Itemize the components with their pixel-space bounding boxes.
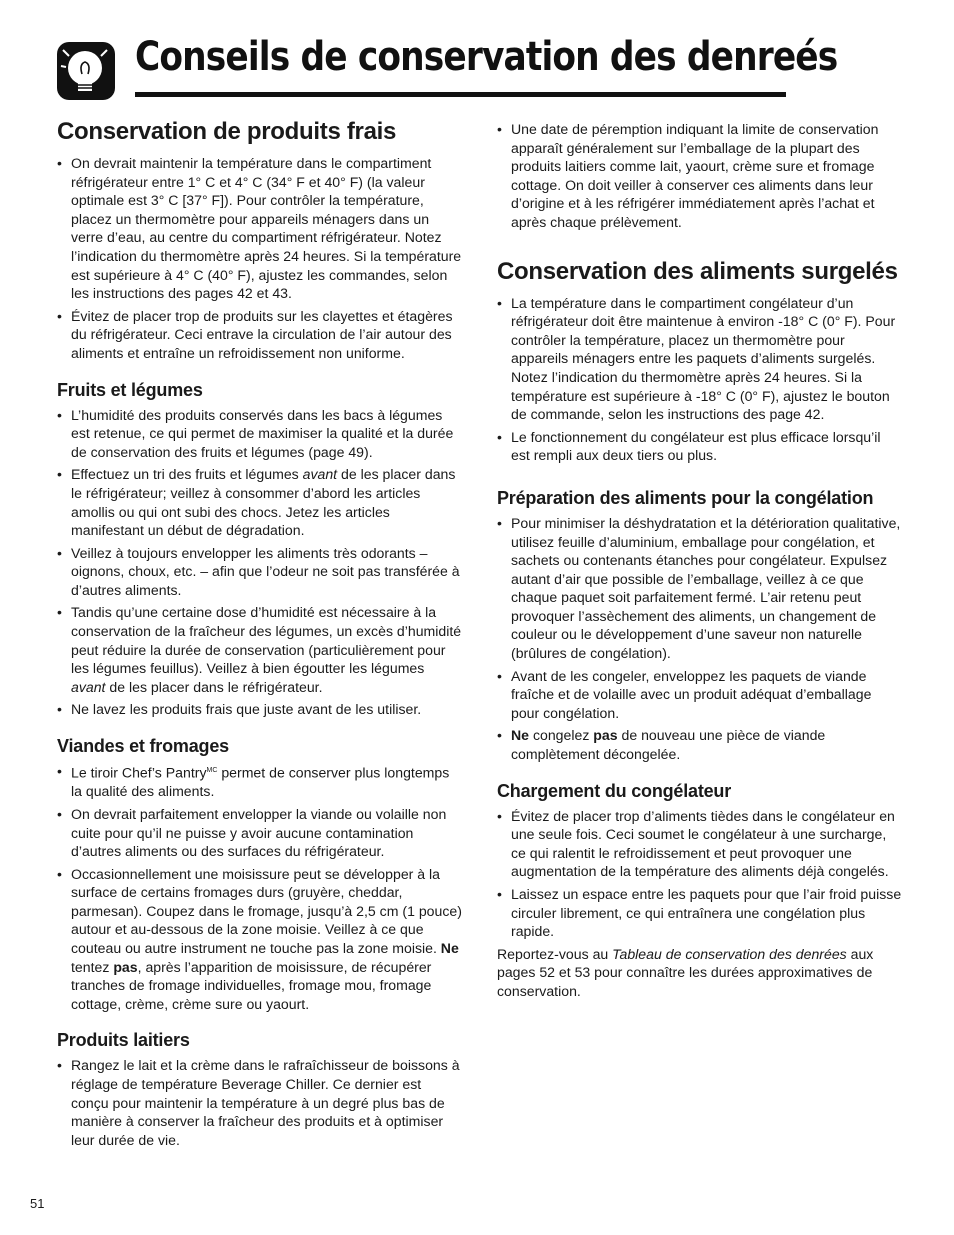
fruits-heading: Fruits et légumes <box>57 379 203 400</box>
list-item: • Avant de les congeler, enveloppez les paquets de viande fraîche et de volaille avec un produit adéquat d’emballage pour congélation. <box>497 667 902 723</box>
left-column <box>57 118 462 1153</box>
list-item: • Le tiroir Chef’s Pantry$^{MC}$ permet de conserver plus longtemps la qualité des aliments. <box>57 762 462 801</box>
list-item: • On devrait parfaitement envelopper la viande ou volaille non cuite pour qu’il ne puisse y avoir aucune contamination d’autres aliments ou des surfaces du réfrigérateur. <box>57 805 462 861</box>
lightbulb-icon <box>55 40 117 102</box>
list-item: • Ne lavez les produits frais que juste avant de les utiliser. <box>57 700 462 719</box>
list-item: • On devrait maintenir la température dans le compartiment réfrigérateur entre 1° C et 4° C (34° F et 40° F) (la valeur optimale est 3° C [37° F]). Pour contrôler la température, placez un thermomètre pour appareils ménagers dans un verre d’eau, au centre du compartiment réfrigérateur. Notez l’indication du thermomètre après 24 heures. Si la température est supérieure à 4° C (40° F), ajustez les commandes, selon les instructions des pages 42 et 43. <box>57 154 462 303</box>
list-item: • L’humidité des produits conservés dans les bacs à légumes est retenue, ce qui permet de maximiser la qualité et la durée de conservation des fruits et légumes (page 49). <box>57 406 462 462</box>
list-item: • Une date de péremption indiquant la limite de conservation apparaît généralement sur l’emballage de la plupart des produits laitiers comme lait, yaourt, crème sure et fromage cottage. On doit veiller à conserver ces aliments dans leur d’origine et à les réfrigérer immédiatement après l’achat et après chaque prélèvement. <box>497 120 902 232</box>
list-item: • La température dans le compartiment congélateur d’un réfrigérateur doit être maintenue à environ -18° C (0° F). Pour contrôler la température, placez un thermomètre pour appareils ménagers entre les paquets d’aliments surgelés. Notez l’indication du thermomètre après 24 heures. Si la température est supérieure à -18° C (0° F), ajustez le bouton de commande, selon les instructions des page 42. <box>497 294 902 424</box>
title-rule <box>135 92 786 97</box>
fresh-list <box>57 154 462 363</box>
list-item: • Veillez à toujours envelopper les aliments très odorants – oignons, choux, etc. – afin que l’odeur ne soit pas transférée à d’autres aliments. <box>57 544 462 600</box>
list-item: • Ne congelez pas de nouveau une pièce de viande complètement décongelée. <box>497 726 902 763</box>
list-item: • Rangez le lait et la crème dans le rafraîchisseur de boissons à réglage de température Beverage Chiller. Ce dernier est conçu pour maintenir la température à un degré plus bas de manière à conserver la fraîcheur des produits et à optimiser leur durée de vie. <box>57 1056 462 1149</box>
list-item: • Évitez de placer trop d’aliments tièdes dans le congélateur en une seule fois. Ceci soumet le congélateur à une surcharge, ce qui ralentit le refroidissement et peut provoquer une augmentation de la température des aliments déjà congelés. <box>497 807 902 881</box>
right-column <box>497 120 902 1001</box>
prep-heading: Préparation des aliments pour la congélation <box>497 487 874 508</box>
dairy-heading: Produits laitiers <box>57 1030 190 1051</box>
page-number: 51 <box>30 1196 45 1211</box>
load-heading: Chargement du congélateur <box>497 780 732 801</box>
prep-list <box>497 514 902 764</box>
dairy-cont-list <box>497 120 902 232</box>
frozen-heading: Conservation des aliments surgelés <box>497 257 898 285</box>
list-item: • Occasionnellement une moisissure peut se développer à la surface de certains fromages durs (gruyère, cheddar, parmesan). Coupez dans le fromage, jusqu’à 2,5 cm (1 pouce) autour et au-dessous de la zone moisie. Veillez à ce que couteau ou autre instrument ne touche pas la zone moisie. Ne tentez pas, après l’apparition de moisissure, de récupérer tranches de fromage individuelles, fromage mou, fromage cottage, crème, crème sure ou yaourt. <box>57 865 462 1014</box>
fruits-list <box>57 406 462 720</box>
meats-heading: Viandes et fromages <box>57 736 229 757</box>
meats-list <box>57 762 462 1013</box>
dairy-list <box>57 1056 462 1149</box>
load-list <box>497 807 902 941</box>
fresh-heading: Conservation de produits frais <box>57 118 397 145</box>
reference-note: Reportez-vous au Tableau de conservation des denrées aux pages 52 et 53 pour connaître les durées approximatives de conservation. <box>497 945 874 999</box>
list-item: • Le fonctionnement du congélateur est plus efficace lorsqu’il est rempli aux deux tiers ou plus. <box>497 428 902 465</box>
list-item: • Tandis qu’une certaine dose d’humidité est nécessaire à la conservation de la fraîcheur des légumes, un excès d’humidité peut réduire la durée de conservation (particulièrement pour les légumes feuillus). Veillez à bien égoutter les légumes avant de les placer dans le réfrigérateur. <box>57 603 462 696</box>
page-header <box>55 30 838 100</box>
frozen-list <box>497 294 902 465</box>
list-item: • Pour minimiser la déshydratation et la détérioration qualitative, utilisez feuille d’aluminium, emballage pour congélation, et sachets ou contenants étanches pour congélateur. Expulsez autant d’air que possible de l’emballage, veillez à ce que chaque paquet soit parfaitement fermé. L’air retenu peut provoquer l’assèchement des aliments, un changement de couleur ou le développement d’une saveur non naturelle (brûlures de congélation). <box>497 514 902 663</box>
page-title: Conseils de conservation des denreés <box>135 34 838 80</box>
list-item: • Évitez de placer trop de produits sur les clayettes et étagères du réfrigérateur. Ceci entrave la circulation de l’air autour des aliments et entraîne un refroidissement non uniforme. <box>57 307 462 363</box>
list-item: • Effectuez un tri des fruits et légumes avant de les placer dans le réfrigérateur; veillez à consommer d’abord les articles amollis ou qui ont subi des chocs. Jetez les articles manifestant un début de dégradation. <box>57 465 462 539</box>
list-item: • Laissez un espace entre les paquets pour que l’air froid puisse circuler librement, ce qui entraînera une congélation plus rapide. <box>497 885 902 941</box>
